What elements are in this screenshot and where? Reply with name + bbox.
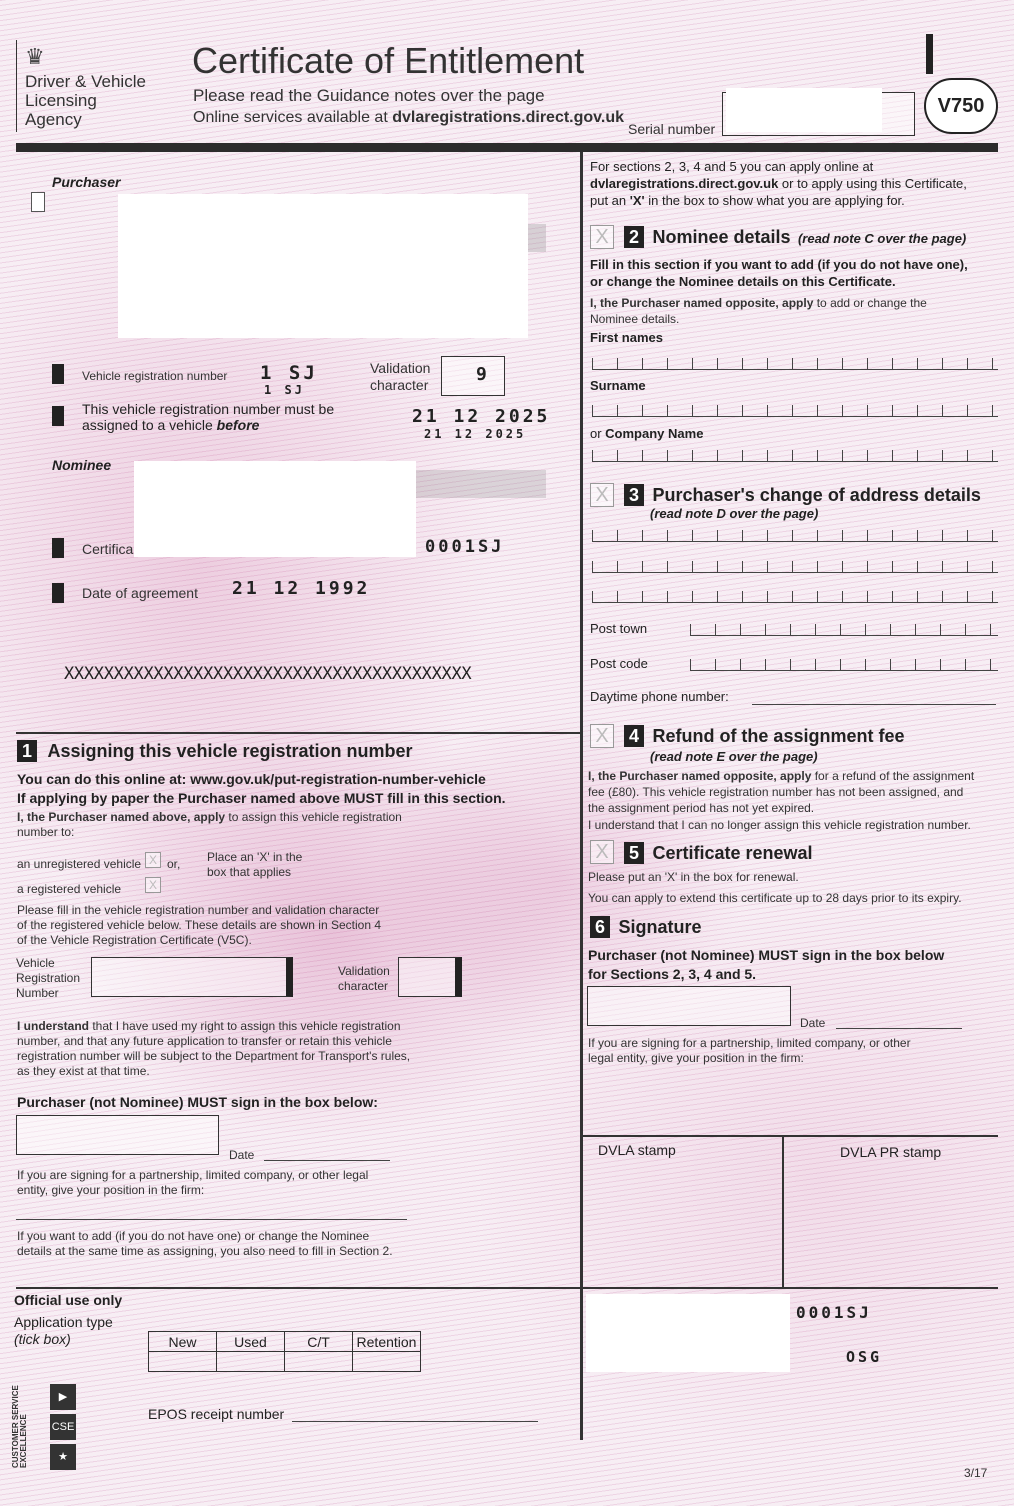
section1-date-line[interactable] bbox=[264, 1160, 390, 1161]
understand-line-2: number, and that any future application to transfer or retain this vehicle bbox=[17, 1034, 392, 1048]
official-title: Official use only bbox=[14, 1292, 123, 1308]
app-type-retention-tick[interactable] bbox=[353, 1352, 421, 1372]
understand-line-3: registration number will be subject to the Department for Transport's rules, bbox=[17, 1049, 411, 1063]
stamps-divider bbox=[782, 1135, 784, 1287]
val-input-box[interactable] bbox=[398, 957, 462, 997]
online-url: dvlaregistrations.direct.gov.uk bbox=[392, 109, 624, 126]
dvla-pr-stamp-label: DVLA PR stamp bbox=[840, 1144, 942, 1160]
phone-label: Daytime phone number: bbox=[590, 689, 729, 704]
understand-bold: I understand bbox=[17, 1019, 90, 1033]
section4-checkbox[interactable]: X bbox=[590, 724, 614, 748]
section5-line-1: Please put an 'X' in the box for renewal. bbox=[588, 870, 799, 884]
section3-title: Purchaser's change of address details bbox=[652, 485, 981, 505]
section6-heading bbox=[590, 916, 701, 938]
agreement-label: Date of agreement bbox=[82, 585, 198, 601]
section2-heading bbox=[624, 226, 966, 248]
certificate-label: Certifica bbox=[82, 541, 134, 557]
stamps-top-rule bbox=[582, 1135, 998, 1137]
section1-nominee-note-2: details at the same time as assigning, you also need to fill in Section 2. bbox=[17, 1244, 393, 1258]
section4-understand: I understand that I can no longer assign this vehicle registration number. bbox=[588, 818, 971, 832]
app-type-new-tick[interactable] bbox=[149, 1352, 217, 1372]
right-intro-put: put an bbox=[590, 193, 630, 208]
fill-line-3: of the Vehicle Registration Certificate (V5C). bbox=[17, 933, 252, 947]
section6-date-line[interactable] bbox=[836, 1028, 962, 1029]
section2-fill-1: Fill in this section if you want to add (if you do not have one), bbox=[590, 257, 968, 272]
fill-line-1: Please fill in the vehicle registration number and validation character bbox=[17, 903, 380, 917]
section2-fill-2: or change the Nominee details on this Certificate. bbox=[590, 274, 896, 289]
section4-note: (read note E over the page) bbox=[650, 749, 818, 764]
x-fill-line: XXXXXXXXXXXXXXXXXXXXXXXXXXXXXXXXXXXXXXXXX bbox=[64, 664, 472, 684]
first-names-field[interactable] bbox=[592, 358, 998, 370]
section1-partnership-1: If you are signing for a partnership, limited company, or other legal bbox=[17, 1168, 369, 1182]
app-type-retention-header: Retention bbox=[353, 1332, 421, 1352]
serial-number-label: Serial number bbox=[628, 121, 716, 137]
header-rule bbox=[16, 143, 998, 152]
vrn-label: Vehicle registration number bbox=[82, 369, 228, 383]
section3-note: (read note D over the page) bbox=[650, 506, 819, 521]
agreement-marker bbox=[52, 583, 64, 603]
phone-line[interactable] bbox=[752, 704, 996, 705]
first-names-label: First names bbox=[590, 330, 663, 345]
section5-heading bbox=[624, 842, 813, 864]
section6-date-label: Date bbox=[800, 1016, 826, 1030]
company-label bbox=[590, 426, 703, 441]
section4-title: Refund of the assignment fee bbox=[652, 726, 905, 746]
agency-line-1: Driver & Vehicle bbox=[25, 72, 146, 91]
stamp-code: 0001SJ bbox=[796, 1303, 872, 1322]
right-intro-3 bbox=[590, 193, 905, 208]
vrn-value-small: 1 SJ bbox=[264, 383, 305, 397]
purchaser-label: Purchaser bbox=[52, 174, 121, 190]
section1-apply-rest2: number to: bbox=[17, 825, 75, 839]
column-divider bbox=[580, 152, 583, 1440]
purchaser-checkbox[interactable] bbox=[31, 192, 45, 212]
nominee-label: Nominee bbox=[52, 457, 112, 473]
vrn-input-box[interactable] bbox=[91, 957, 293, 997]
post-town-field[interactable] bbox=[690, 624, 998, 636]
section4-apply-3: the assignment period has not yet expired. bbox=[588, 801, 815, 815]
section5-number: 5 bbox=[624, 842, 644, 864]
assign-before-date: 21 12 2025 bbox=[412, 406, 551, 427]
section2-checkbox[interactable]: X bbox=[590, 225, 614, 249]
agency-line-2: Licensing bbox=[25, 91, 97, 110]
address-line-2[interactable] bbox=[592, 561, 998, 573]
application-type-table bbox=[148, 1331, 421, 1372]
vrn-field-label-1: Vehicle bbox=[16, 956, 55, 970]
unregistered-checkbox[interactable]: X bbox=[145, 852, 161, 868]
validation-char-value: 9 bbox=[476, 364, 490, 385]
section2-title: Nominee details bbox=[652, 227, 791, 247]
online-prefix: Online services available at bbox=[193, 109, 393, 126]
epos-line[interactable] bbox=[292, 1421, 538, 1422]
crest-icon: ♛ bbox=[25, 44, 45, 69]
section6-partnership-2: legal entity, give your position in the firm: bbox=[588, 1051, 804, 1065]
section6-title: Signature bbox=[618, 917, 702, 937]
section1-date-label: Date bbox=[229, 1148, 255, 1162]
assign-before-marker bbox=[52, 406, 64, 426]
section5-line-2: You can apply to extend this certificate up to 28 days prior to its expiry. bbox=[588, 891, 962, 905]
online-services bbox=[193, 109, 624, 127]
validation-label-2: character bbox=[370, 377, 429, 393]
section3-checkbox[interactable]: X bbox=[590, 483, 614, 507]
surname-label: Surname bbox=[590, 378, 646, 393]
nominee-address-redacted bbox=[134, 461, 416, 557]
tick-box-label: (tick box) bbox=[14, 1331, 71, 1347]
right-intro-1: For sections 2, 3, 4 and 5 you can apply online at bbox=[590, 159, 874, 174]
section1-partnership-2: entity, give your position in the firm: bbox=[17, 1183, 205, 1197]
post-code-label: Post code bbox=[590, 656, 648, 671]
section5-checkbox[interactable]: X bbox=[590, 840, 614, 864]
place-x-2: box that applies bbox=[207, 865, 292, 879]
stamp-area-redacted bbox=[586, 1294, 790, 1372]
right-intro-x: 'X' bbox=[629, 193, 645, 208]
stamp-osg: OSG bbox=[846, 1348, 883, 1366]
section6-must-1: Purchaser (not Nominee) MUST sign in the box below bbox=[588, 947, 945, 963]
right-intro-rest: or to apply using this Certificate, bbox=[778, 176, 967, 191]
star-icon: ★ bbox=[50, 1444, 76, 1470]
cse-badge-icon: CSE bbox=[50, 1414, 76, 1440]
section6-number: 6 bbox=[590, 916, 610, 938]
vrn-value: 1 SJ bbox=[260, 362, 318, 384]
address-line-1[interactable] bbox=[592, 530, 998, 542]
section1-position-line[interactable] bbox=[16, 1219, 407, 1220]
or-label: or, bbox=[167, 857, 181, 871]
serial-number-redacted bbox=[726, 88, 882, 132]
place-x-1: Place an 'X' in the bbox=[207, 850, 303, 864]
agency-line-3: Agency bbox=[25, 110, 82, 129]
section4-apply-bold: I, the Purchaser named opposite, apply bbox=[588, 769, 812, 783]
vrn-field-label-3: Number bbox=[16, 986, 59, 1000]
section2-number: 2 bbox=[624, 226, 644, 248]
assign-before-date-small: 21 12 2025 bbox=[424, 427, 527, 441]
validation-char-box bbox=[441, 356, 505, 396]
surname-field[interactable] bbox=[592, 405, 998, 417]
form-code-badge: V750 bbox=[924, 78, 998, 134]
understand-line-1 bbox=[17, 1019, 401, 1033]
section1-signature-box[interactable] bbox=[16, 1115, 219, 1155]
section1-apply bbox=[17, 810, 402, 824]
post-code-field[interactable] bbox=[690, 659, 998, 671]
section6-signature-box[interactable] bbox=[587, 986, 791, 1026]
assign-before-text: assigned to a vehicle bbox=[82, 417, 217, 433]
section1-paper: If applying by paper the Purchaser named above MUST fill in this section. bbox=[17, 790, 506, 806]
dvla-stamp-label: DVLA stamp bbox=[598, 1142, 676, 1158]
app-type-used-tick[interactable] bbox=[217, 1352, 285, 1372]
section3-number: 3 bbox=[624, 484, 644, 506]
dvla-logo bbox=[16, 40, 156, 132]
assign-before-line-1: This vehicle registration number must be bbox=[82, 401, 335, 417]
certificate-marker bbox=[52, 538, 64, 558]
val-field-label-1: Validation bbox=[338, 964, 390, 978]
section1-apply-bold: I, the Purchaser named above, apply bbox=[17, 810, 226, 824]
section4-number: 4 bbox=[624, 725, 644, 747]
certificate-number: 0001SJ bbox=[425, 537, 505, 557]
section2-apply-rest2: Nominee details. bbox=[590, 312, 680, 326]
application-type-label: Application type bbox=[14, 1314, 113, 1330]
company-name-field[interactable] bbox=[592, 450, 998, 462]
address-line-3[interactable] bbox=[592, 591, 998, 603]
app-type-used-header: Used bbox=[217, 1332, 285, 1352]
vrn-field-label-2: Registration bbox=[16, 971, 81, 985]
page-ref: 3/17 bbox=[964, 1466, 988, 1480]
guidance-note: Please read the Guidance notes over the page bbox=[193, 86, 545, 105]
fill-line-2: of the registered vehicle below. These details are shown in Section 4 bbox=[17, 918, 381, 932]
epos-label: EPOS receipt number bbox=[148, 1406, 285, 1422]
app-type-new-header: New bbox=[149, 1332, 217, 1352]
val-field-label-2: character bbox=[338, 979, 389, 993]
right-intro-end: in the box to show what you are applying for. bbox=[644, 193, 905, 208]
section1-top-rule bbox=[16, 732, 582, 734]
right-intro-url: dvlaregistrations.direct.gov.uk bbox=[590, 176, 779, 191]
purchaser-address-redacted bbox=[118, 194, 528, 338]
official-top-rule bbox=[16, 1287, 998, 1289]
section4-heading bbox=[624, 725, 904, 747]
vrn-marker bbox=[52, 364, 64, 384]
section2-apply-bold: I, the Purchaser named opposite, apply bbox=[590, 296, 814, 310]
section1-title: Assigning this vehicle registration number bbox=[47, 741, 413, 761]
section2-apply-rest: to add or change the bbox=[813, 296, 927, 310]
header-marker bbox=[926, 34, 933, 74]
play-icon: ▶ bbox=[50, 1384, 76, 1410]
section4-apply-1: for a refund of the assignment bbox=[811, 769, 975, 783]
assign-before-emphasis: before bbox=[216, 417, 260, 433]
cse-text: CUSTOMER SERVICE EXCELLENCE bbox=[11, 1385, 28, 1468]
section1-apply-rest: to assign this vehicle registration bbox=[225, 810, 402, 824]
section1-online: You can do this online at: www.gov.uk/put-registration-number-vehicle bbox=[17, 771, 486, 787]
app-type-ct-header: C/T bbox=[285, 1332, 353, 1352]
section1-number: 1 bbox=[17, 740, 37, 762]
right-intro-2 bbox=[590, 176, 967, 191]
registered-checkbox[interactable]: X bbox=[145, 877, 161, 893]
section1-nominee-note-1: If you want to add (if you do not have one) or change the Nominee bbox=[17, 1229, 370, 1243]
section2-note: (read note C over the page) bbox=[797, 231, 967, 246]
section3-heading bbox=[624, 484, 981, 506]
understand-line-4: as they exist at that time. bbox=[17, 1064, 150, 1078]
app-type-ct-tick[interactable] bbox=[285, 1352, 353, 1372]
section1-sign-title: Purchaser (not Nominee) MUST sign in the box below: bbox=[17, 1094, 378, 1110]
validation-label-1: Validation bbox=[370, 360, 431, 376]
section1-heading bbox=[17, 740, 413, 762]
unregistered-label: an unregistered vehicle bbox=[17, 857, 142, 871]
company-name-label: Company Name bbox=[605, 426, 704, 441]
registered-label: a registered vehicle bbox=[17, 882, 122, 896]
page-title: Certificate of Entitlement bbox=[192, 40, 585, 81]
understand-rest: that I have used my right to assign this vehicle registration bbox=[89, 1019, 401, 1033]
section6-must-2: for Sections 2, 3, 4 and 5. bbox=[588, 966, 757, 982]
nominee-redaction-edge bbox=[416, 470, 546, 498]
section4-apply bbox=[588, 769, 974, 783]
assign-before-line-2 bbox=[82, 417, 259, 433]
section2-apply bbox=[590, 296, 927, 310]
post-town-label: Post town bbox=[590, 621, 648, 636]
purchaser-redaction-edge bbox=[528, 224, 546, 252]
agreement-date: 21 12 1992 bbox=[232, 578, 371, 599]
section5-title: Certificate renewal bbox=[652, 843, 813, 863]
section4-apply-2: fee (£80). This vehicle registration number has not been assigned, and bbox=[588, 785, 964, 799]
section6-partnership-1: If you are signing for a partnership, limited company, or other bbox=[588, 1036, 911, 1050]
company-or: or bbox=[590, 426, 606, 441]
